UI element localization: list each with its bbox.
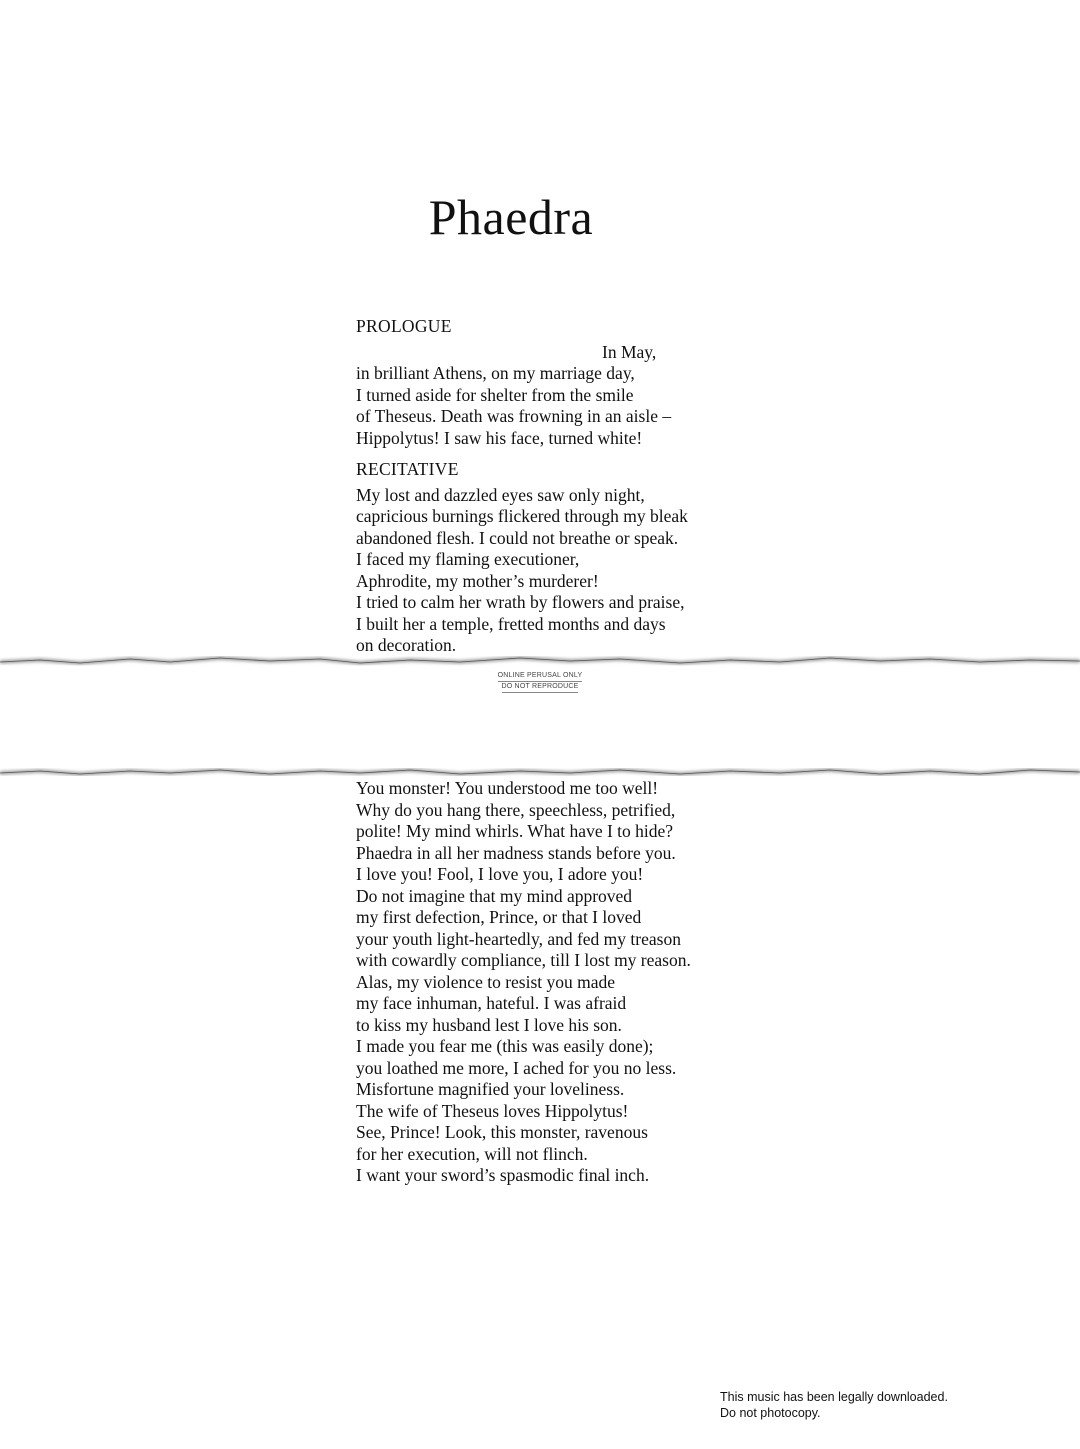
verse-line: for her execution, will not flinch. <box>356 1143 588 1164</box>
verse-line: on decoration. <box>356 635 457 655</box>
verse-line: My lost and dazzled eyes saw only night, <box>356 484 645 505</box>
verse-line: I want your sword’s spasmodic final inch. <box>356 1165 650 1185</box>
verse-line: Why do you hang there, speechless, petrified, <box>356 799 676 820</box>
notice-line: This music has been legally downloaded. <box>720 1390 948 1404</box>
verse-line: I made you fear me (this was easily done); <box>356 1036 654 1056</box>
verse-line: your youth light-heartedly, and fed my treason <box>356 928 681 949</box>
verse-line: of Theseus. Death was frowning in an aisle – <box>356 406 672 426</box>
verse-line: my first defection, Prince, or that I loved <box>356 907 642 927</box>
download-notice <box>720 1389 948 1421</box>
notice-line: Do not photocopy. <box>720 1406 821 1420</box>
verse-line: See, Prince! Look, this monster, ravenous <box>356 1122 648 1142</box>
verse-line: I faced my flaming executioner, <box>356 549 580 569</box>
verse-line: The wife of Theseus loves Hippolytus! <box>356 1100 629 1121</box>
page-title: Phaedra <box>428 189 594 245</box>
verse-line: Do not imagine that my mind approved <box>356 885 633 906</box>
verse-line: Hippolytus! I saw his face, turned white! <box>356 427 643 448</box>
verse-line: capricious burnings flickered through my bleak <box>356 506 688 526</box>
stamp-line: ONLINE PERUSAL ONLY <box>498 671 583 682</box>
verse-line: polite! My mind whirls. What have I to hide? <box>356 821 674 841</box>
continuation-section <box>356 778 776 1187</box>
verse-line: Alas, my violence to resist you made <box>356 971 616 992</box>
perusal-stamp <box>0 671 1080 693</box>
recitative-heading: RECITATIVE <box>356 459 459 479</box>
verse-line: Phaedra in all her madness stands before you. <box>356 842 676 863</box>
verse-line: abandoned flesh. I could not breathe or speak. <box>356 527 679 548</box>
verse-line: I tried to calm her wrath by flowers and praise, <box>356 592 685 612</box>
verse-line: I love you! Fool, I love you, I adore you! <box>356 864 644 884</box>
verse-line: in brilliant Athens, on my marriage day, <box>356 363 635 383</box>
verse-line: my face inhuman, hateful. I was afraid <box>356 993 627 1013</box>
verse-line: with cowardly compliance, till I lost my reason. <box>356 950 691 970</box>
verse-line: I turned aside for shelter from the smile <box>356 384 634 405</box>
prologue-section <box>356 316 776 657</box>
verse-line: Misfortune magnified your loveliness. <box>356 1079 625 1099</box>
verse-line: I built her a temple, fretted months and days <box>356 613 666 634</box>
verse-line: Aphrodite, my mother’s murderer! <box>356 570 599 591</box>
stamp-line: DO NOT REPRODUCE <box>502 682 579 693</box>
verse-line: You monster! You understood me too well! <box>356 778 659 798</box>
prologue-heading: PROLOGUE <box>356 316 452 336</box>
verse-line: In May, <box>602 341 657 362</box>
verse-line: you loathed me more, I ached for you no less. <box>356 1057 677 1078</box>
verse-line: to kiss my husband lest I love his son. <box>356 1014 622 1035</box>
